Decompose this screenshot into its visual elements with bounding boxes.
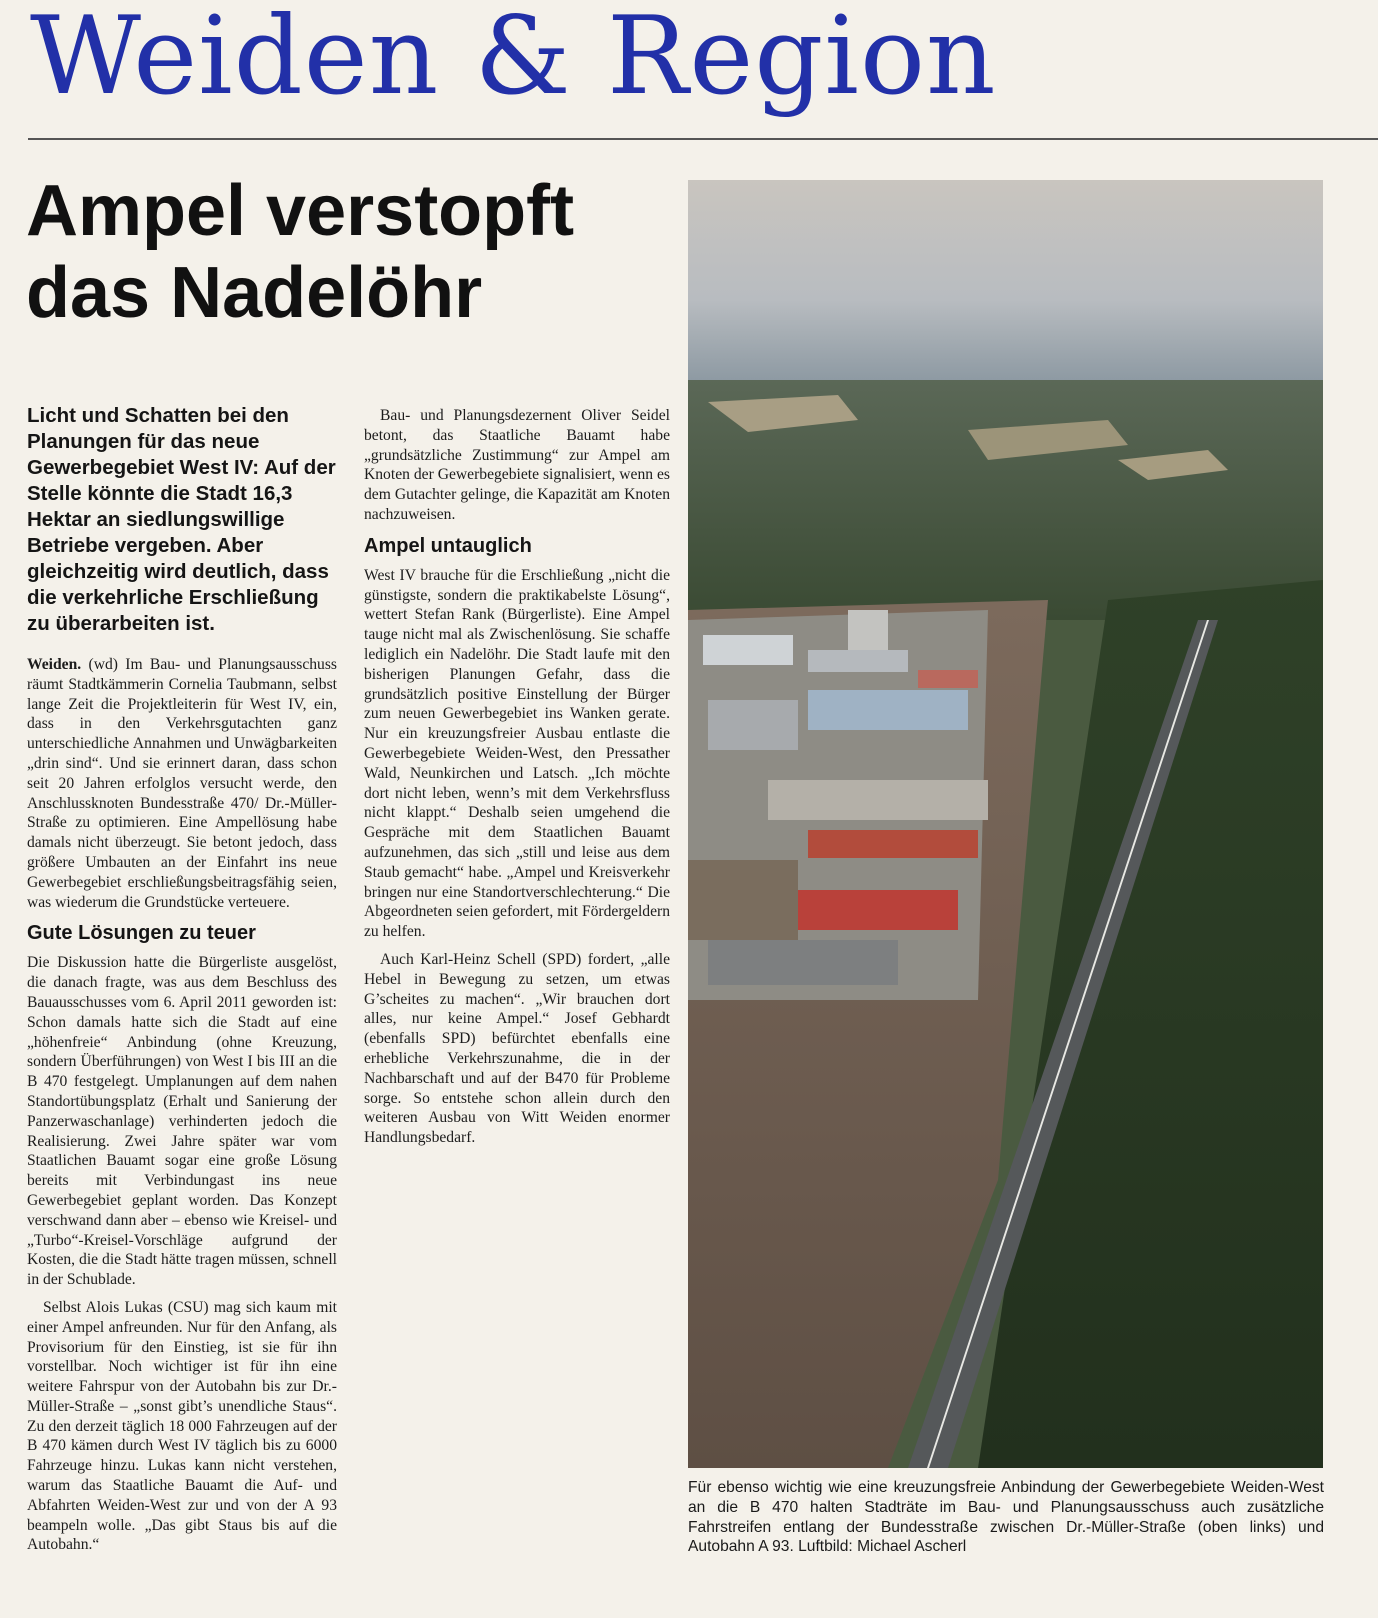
- photo-caption: Für ebenso wichtig wie eine kreuzungsfreie Anbindung der Gewerbegebiete Weiden-West an die B 470 halten Stadträte im Bau- und Planungsausschuss auch zusätzliche Fahrstreifen entlang der Bundesstraße zwischen Dr.-Müller-Straße (oben links) und Autobahn A 93. Luftbild: Michael Ascherl: [688, 1479, 1324, 1556]
- article-column-2: [364, 403, 670, 1148]
- header-rule: [28, 138, 1378, 140]
- headline: Ampel verstopft das Nadelöhr: [26, 171, 575, 333]
- body-paragraph-3: Selbst Alois Lukas (CSU) mag sich kaum mit einer Ampel anfreunden. Nur für den Anfang, als Provisorium für den Einstieg, ist sie für ihn vorstellbar. Noch wichtiger ist für ihn eine weitere Fahrspur von der Autobahn bis zur Dr.-Müller-Straße – „sonst gibt’s unendliche Staus“. Zu den derzeit täglich 18 000 Fahrzeugen auf der B 470 kämen durch West IV täglich bis zu 6000 Fahrzeuge hinzu. Lukas kann nicht verstehen, warum das Staatliche Bauamt die Auf- und Abfahrten Weiden-West zur und von der A 93 beampeln wolle. „Das gibt Staus bis auf die Autobahn.“: [27, 1298, 337, 1554]
- body-paragraph-6: Auch Karl-Heinz Schell (SPD) fordert, „alle Hebel in Bewegung zu setzen, um etwas G’scheites zu machen“. „Wir brauchen dort alles, nur keine Ampel.“ Josef Gebhardt (ebenfalls SPD) befürchtet ebenfalls eine erhebliche Verkehrszunahme, die in der Nachbarschaft und auf der B470 für Probleme sorge. So entstehe schon allein durch den weiteren Ausbau von Witt Weiden enormer Handlungsbedarf.: [364, 950, 670, 1147]
- paragraph-1-text: (wd) Im Bau- und Planungsausschuss räumt Stadtkämmerin Cornelia Taubmann, selbst lange Zeit die Projektleiterin für West IV, ein, dass in den Verkehrsgutachten ganz unterschiedliche Annahmen und Unwägbarkeiten „drin sind“. Und sie erinnert daran, dass schon seit 20 Jahren erfolglos versucht werde, den Anschlussknoten Bundesstraße 470/ Dr.-Müller-Straße zu optimieren. Eine Ampellösung habe damals nicht überzeugt. Sie betont jedoch, dass größere Umbauten an der Einfahrt ins neue Gewerbegebiet erschließungsbeitragsfähig seien, was wiederum die Grundstücke verteuere.: [27, 656, 337, 911]
- subheading-gute-loesungen: Gute Lösungen zu teuer: [27, 922, 256, 945]
- lead-paragraph: Licht und Schatten bei den Planungen für das neue Gewerbegebiet West IV: Auf der Stelle könnte die Stadt 16,3 Hektar an siedlungswillige Betriebe vergeben. Aber gleichzeitig wird deutlich, dass die verkehrliche Erschließung zu überarbeiten ist.: [27, 404, 336, 635]
- aerial-photo: [688, 180, 1323, 1468]
- dateline: Weiden.: [27, 656, 82, 673]
- body-paragraph-1: [27, 655, 337, 912]
- body-paragraph-2: Die Diskussion hatte die Bürgerliste ausgelöst, die danach fragte, was aus dem Beschluss des Bauausschusses vom 6. April 2011 geworden ist: Schon damals hatte sich die Stadt auf eine „höhenfreie“ Anbindung (ohne Kreuzung, sondern Überführungen) von West I bis III an die B 470 festgelegt. Umplanungen auf dem nahen Standortübungsplatz (Erhalt und Sanierung der Panzerwaschanlage) verhinderten jedoch die Realisierung. Zwei Jahre später war vom Staatlichen Bauamt sogar eine große Lösung bereits mit Verbindungast ins neue Gewerbegebiet geplant worden. Das Konzept verschwand dann aber – ebenso wie Kreisel- und „Turbo“-Kreisel-Vorschläge aufgrund der Kosten, die die Stadt hätte tragen müssen, schnell in der Schublade.: [27, 954, 337, 1289]
- subheading-ampel-untauglich: Ampel untauglich: [364, 534, 532, 557]
- section-title: Weiden & Region: [30, 0, 997, 119]
- body-paragraph-5: West IV brauche für die Erschließung „nicht die günstigste, sondern die praktikabelste Lösung“, wettert Stefan Rank (Bürgerliste). Eine Ampel tauge nicht mal als Zwischenlösung. Sie schaffe lediglich ein Nadelöhr. Die Stadt laufe mit den bisherigen Planungen Gefahr, dass die grundsätzlich positive Einstellung der Bürger zum neuen Gewerbegebiet ins Wanken gerate. Nur ein kreuzungsfreier Ausbau entlaste die Gewerbegebiete Weiden-West, den Pressather Wald, Neunkirchen und Latsch. „Ich möchte dort nicht leben, wenn’s mit dem Verkehrsfluss nicht klappt.“ Deshalb seien umgehend die Gespräche mit dem Staatlichen Bauamt aufzunehmen, das sich „still und leise aus dem Staub gemacht“ habe. „Ampel und Kreisverkehr bringen nur eine Standortverschlechterung.“ Die Abgeordneten seien gefordert, mit Fördergeldern zu helfen.: [364, 566, 670, 941]
- article-column-1: [27, 403, 337, 1555]
- body-paragraph-4: Bau- und Planungsdezernent Oliver Seidel betont, das Staatliche Bauamt habe „grundsätzliche Zustimmung“ zur Ampel am Knoten der Gewerbegebiete signalisiert, wenn es dem Gutachter gelinge, die Kapazität am Knoten nachzuweisen.: [364, 407, 670, 523]
